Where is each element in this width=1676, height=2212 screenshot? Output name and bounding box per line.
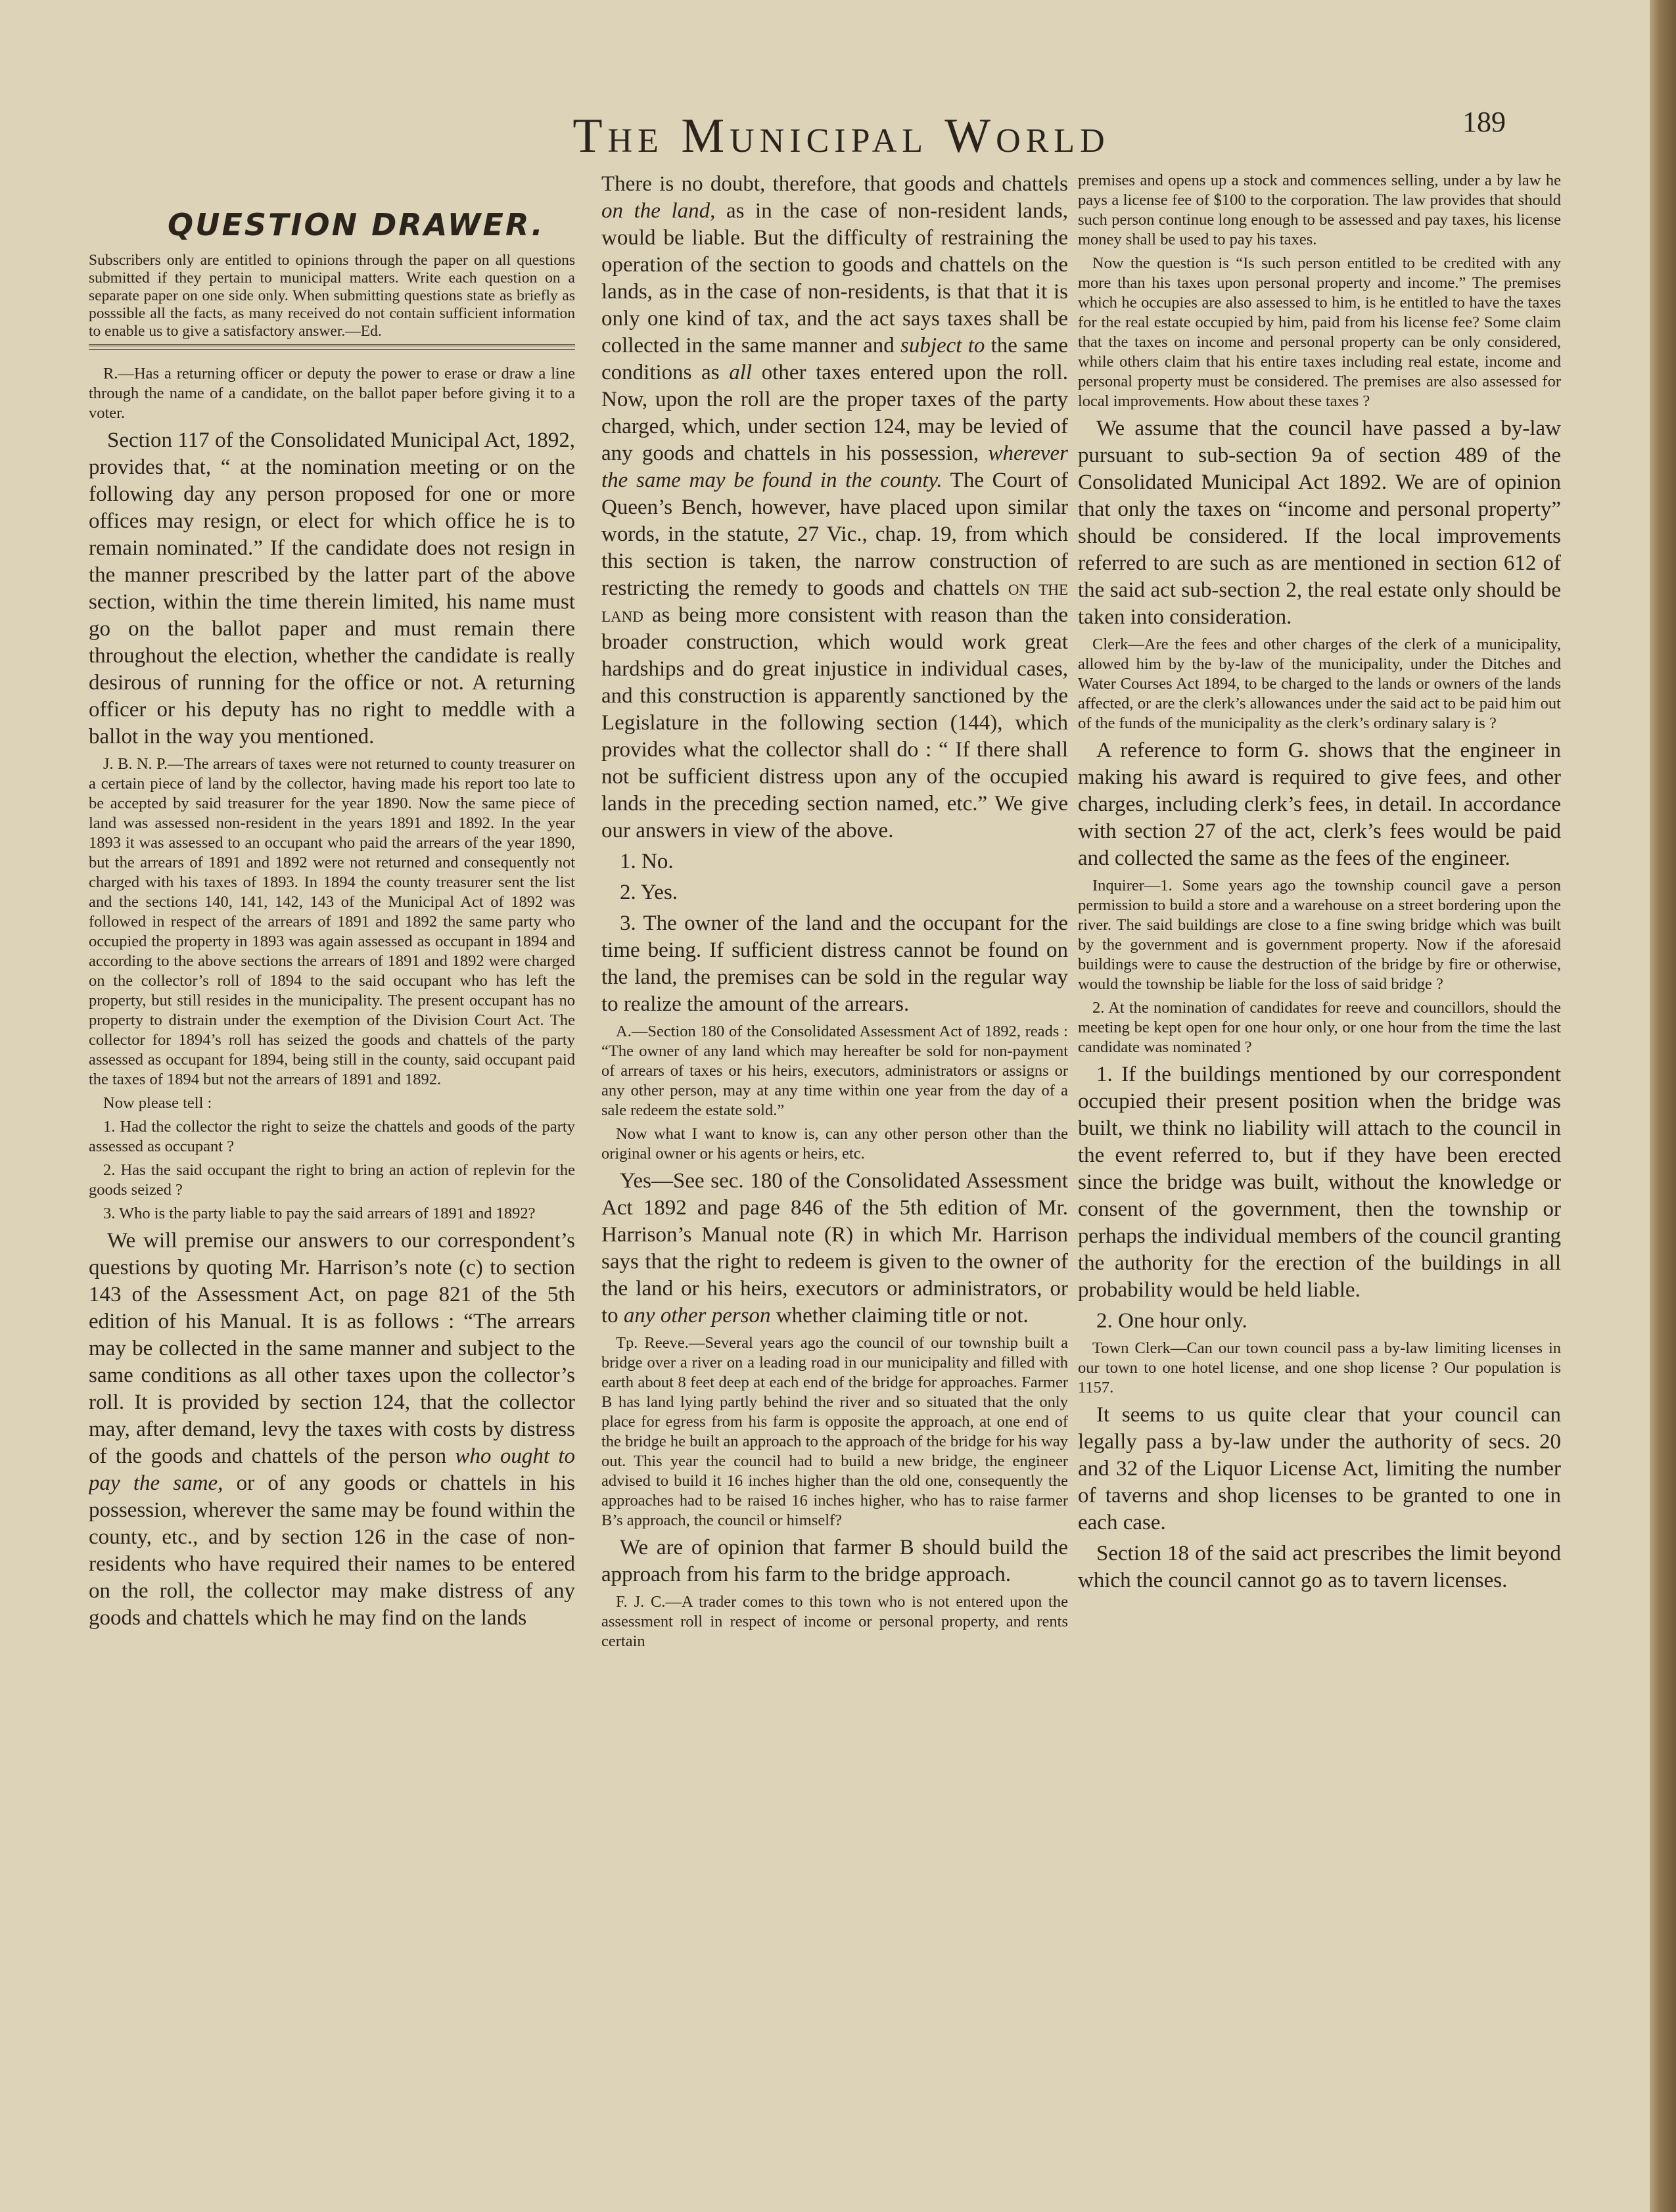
answer-town-clerk-2: Section 18 of the said act prescribes the limit beyond which the council cannot go as to tavern licenses. bbox=[1078, 1542, 1561, 1592]
masthead: The Municipal World bbox=[572, 109, 1110, 163]
page-binding-edge bbox=[1650, 0, 1676, 2212]
question-a-cont: Now what I want to know is, can any other person other than the original owner or his agents or heirs, etc. bbox=[601, 1125, 1068, 1163]
column-1 bbox=[89, 194, 575, 2205]
question-fjc-now: Now the question is “Is such person entitled to be credited with any more than his taxes upon personal property and income.” The premises which he occupies are also assessed to him, is he entitled to have the taxes for the real estate occupied by him, paid from his license fee? Some claim that the taxes on income and personal property can be only considered, while others claim that his entire taxes including real estate, income and personal property must be considered. The premises are also assessed for local improvements. How about these taxes ? bbox=[1078, 254, 1561, 410]
answer-jbnp-item: 1. No. bbox=[620, 850, 674, 873]
question-a: A.—Section 180 of the Consolidated Assessment Act of 1892, reads : “The owner of any land which may hereafter be sold for non-payment of arrears of taxes or his heirs, executors, administrators or assigns or any other person, may at any time within one year from the day of a sale redeem the estate sold.” bbox=[601, 1023, 1068, 1119]
answer-jbnp-part1: We will premise our answers to our correspondent’s questions by quoting Mr. Harrison’s note (c) to section 143 of the Assessment Act, on page 821 of the 5th edition of his Manual. It is as follows : “The arrears may be collected in the same manner and subject to the same conditions as all other taxes upon the collector’s roll. It is provided by section 124, that the collector may, after demand, levy the taxes with costs by distress of the goods and chattels of the person who ought to pay the same, or of any goods or chattels in his possession, wherever the same may be found within the county, etc., and by section 126 in the case of non-residents who have required their names to be entered on the roll, the collector may make distress of any goods and chattels which he may find on the lands bbox=[89, 1229, 575, 1630]
question-jbnp-item: 2. Has the said occupant the right to bring an action of replevin for the goods seized ? bbox=[89, 1161, 575, 1199]
column-3 bbox=[1078, 171, 1561, 2182]
question-jbnp-item: 3. Who is the party liable to pay the said arrears of 1891 and 1892? bbox=[103, 1205, 536, 1222]
answer-inquirer-1: 1. If the buildings mentioned by our correspondent occupied their present position when the bridge was built, we think no liability will attach to the council in the event referred to, but if they have been erected since the bridge was built, without the knowledge or consent of the government, then the township or perhaps the individual members of the council granting the authority for the erection of the buildings in all probability would be held liable. bbox=[1078, 1063, 1561, 1302]
question-fjc-cont: premises and opens up a stock and commences selling, under a by law he pays a license fee of $100 to the corporation. The law provides that should such person continue long enough to be assessed and pay taxes, his license money shall be used to pay his taxes. bbox=[1078, 172, 1561, 248]
answer-clerk: A reference to form G. shows that the engineer in making his award is required to give fees, and other charges, including clerk’s fees, in detail. In accordance with section 27 of the act, clerk’s fees would be paid and collected the same as the fees of the engineer. bbox=[1078, 739, 1561, 870]
answer-jbnp-item: 2. Yes. bbox=[620, 881, 678, 904]
page-header bbox=[0, 105, 1650, 164]
section-title: QUESTION DRAWER. bbox=[168, 207, 545, 242]
answer-fjc: We assume that the council have passed a by-law pursuant to sub-section 9a of section 489 of the Consolidated Municipal Act 1892. We are of opinion that only the taxes on “income and personal property” should be considered. If the local improvements referred to are such as are mentioned in section 612 of the said act sub-section 2, the real estate only should be taken into consideration. bbox=[1078, 417, 1561, 629]
question-fjc: F. J. C.—A trader comes to this town who is not entered upon the assessment roll in respect of income or personal property, and rents certain bbox=[601, 1593, 1068, 1650]
subscriber-notice: Subscribers only are entitled to opinions through the paper on all questions submitted if they pertain to municipal matters. Write each question on a separate paper on one side only. When submitting questions state as briefly as posssible all the facts, as many received do not contain sufficient information to enable us to give a satisfactory answer.—Ed. bbox=[89, 252, 575, 340]
question-jbnp-tell: Now please tell : bbox=[103, 1094, 212, 1112]
question-inquirer-1: Inquirer—1. Some years ago the township council gave a person permission to build a store and a warehouse on a street bordering upon the river. The said buildings are close to a fine swing bridge which was built by the government and is government property. Now if the aforesaid buildings were to cause the destruction of the bridge by fire or otherwise, would the township be liable for the loss of said bridge ? bbox=[1078, 877, 1561, 993]
answer-r: Section 117 of the Consolidated Municipal Act, 1892, provides that, “ at the nomination meeting or on the following day any person proposed for one or more offices may resign, or elect for which office he is to remain nominated.” If the candidate does not resign in the manner prescribed by the latter part of the above section, within the time therein limited, his name must go on the ballot paper and must remain there throughout the election, whether the candidate is really desirous of running for the office or not. A returning officer or his deputy has no right to meddle with a ballot in the way you mentioned. bbox=[89, 428, 575, 749]
answer-tp-reeve: We are of opinion that farmer B should build the approach from his farm to the bridge approach. bbox=[601, 1536, 1068, 1586]
question-r: R.—Has a returning officer or deputy the power to erase or draw a line through the name of a candidate, on the ballot paper before giving it to a voter. bbox=[89, 365, 575, 422]
divider-rule bbox=[89, 344, 575, 350]
question-jbnp-item: 1. Had the collector the right to seize the chattels and goods of the party assessed as occupant ? bbox=[89, 1118, 575, 1155]
answer-town-clerk-1: It seems to us quite clear that your council can legally pass a by-law under the authority of secs. 20 and 32 of the Liquor License Act, limiting the number of taverns and shop licenses to be granted to one in each case. bbox=[1078, 1403, 1561, 1534]
question-jbnp: J. B. N. P.—The arrears of taxes were not returned to county treasurer on a certain piece of land by the collector, having made his report too late to be accepted by said treasurer for the year 1890. Now the same piece of land was assessed non-resident in the years 1891 and 1892. In the year 1893 it was assessed to an occupant who paid the arrears of the year 1890, but the arrears of 1891 and 1892 were not returned and consequently not charged with his taxes of 1893. In 1894 the county treasurer sent the list and the sections 140, 141, 142, 143 of the Municipal Act of 1892 was followed in respect of the arrears of 1891 and 1892 the same party who occupied the property in 1893 was again assessed as occupant in 1894 and according to the above sections the arrears of 1891 and 1892 were charged on the collector’s roll of 1894 to the said occupant who has left the property, but still resides in the municipality. The present occupant has no property to distrain under the exemption of the Division Court Act. The collector for 1894’s roll has seized the goods and chattels of the party assessed as occupant for 1894, being still in the county, said occupant paid the taxes of 1894 but not the arrears of 1891 and 1892. bbox=[89, 755, 575, 1088]
answer-inquirer-2: 2. One hour only. bbox=[1096, 1309, 1247, 1333]
question-town-clerk: Town Clerk—Can our town council pass a by-law limiting licenses in our town to one hotel license, and one shop license ? Our population is 1157. bbox=[1078, 1339, 1561, 1396]
answer-jbnp-part2: There is no doubt, therefore, that goods and chattels on the land, as in the case of non-resident lands, would be liable. But the difficulty of restraining the operation of the section to goods and chattels on the lands, as in the case of non-residents, is that that it is only one kind of tax, and the act says taxes shall be collected in the same manner and subject to the same conditions as all other taxes entered upon the roll. Now, upon the roll are the proper taxes of the party charged, which, under section 124, may be levied of any goods and chattels in his possession, wherever the same may be found in the county. The Court of Queen’s Bench, however, have placed upon similar words, in the statute, 27 Vic., chap. 19, from which this section is taken, the narrow construction of restricting the remedy to goods and chattels on the land as being more consistent with reason than the broader construction, which would work great hardships and do great injustice in individual cases, and this construction is apparently sanctioned by the Legislature in the following section (144), which provides what the collector shall do : “ If there shall not be sufficient distress upon any of the occupied lands in the preceding section named, etc.” We give our answers in view of the above. bbox=[601, 172, 1068, 842]
answer-a: Yes—See sec. 180 of the Consolidated Assessment Act 1892 and page 846 of the 5th edition of Mr. Harrison’s Manual note (R) in which Mr. Harrison says that the right to redeem is given to the owner of the land or his heirs, executors or administrators, or to any other person whether claiming title or not. bbox=[601, 1169, 1068, 1327]
column-2 bbox=[601, 171, 1068, 2182]
page-number: 189 bbox=[1462, 106, 1506, 138]
question-tp-reeve: Tp. Reeve.—Several years ago the council of our township built a bridge over a river on a leading road in our municipality and filled with earth about 8 feet deep at each end of the bridge for approaches. Farmer B has land lying partly behind the river and so situated that the only place for egress from his farm is opposite the approach, at one end of the bridge he built an approach to the approach of the bridge for his way out. This year the council had to build a new bridge, the engineer advised to build it 16 inches higher than the old one, consequently the approaches had to be raised 16 inches higher, who has to raise farmer B’s approach, the council or himself? bbox=[601, 1334, 1068, 1529]
question-inquirer-2: 2. At the nomination of candidates for reeve and councillors, should the meeting be kept open for one hour only, or one hour from the time the last candidate was nominated ? bbox=[1078, 999, 1561, 1056]
answer-jbnp-item: 3. The owner of the land and the occupant for the time being. If sufficient distress cannot be found on the land, the premises can be sold in the regular way to realize the amount of the arrears. bbox=[601, 911, 1068, 1016]
question-clerk: Clerk—Are the fees and other charges of the clerk of a municipality, allowed him by the by-law of the municipality, under the Ditches and Water Courses Act 1894, to be charged to the lands or owners of the lands affected, or are the clerk’s allowances under the said act to be paid him out of the funds of the municipality as the clerk’s ordinary salary is ? bbox=[1078, 635, 1561, 732]
